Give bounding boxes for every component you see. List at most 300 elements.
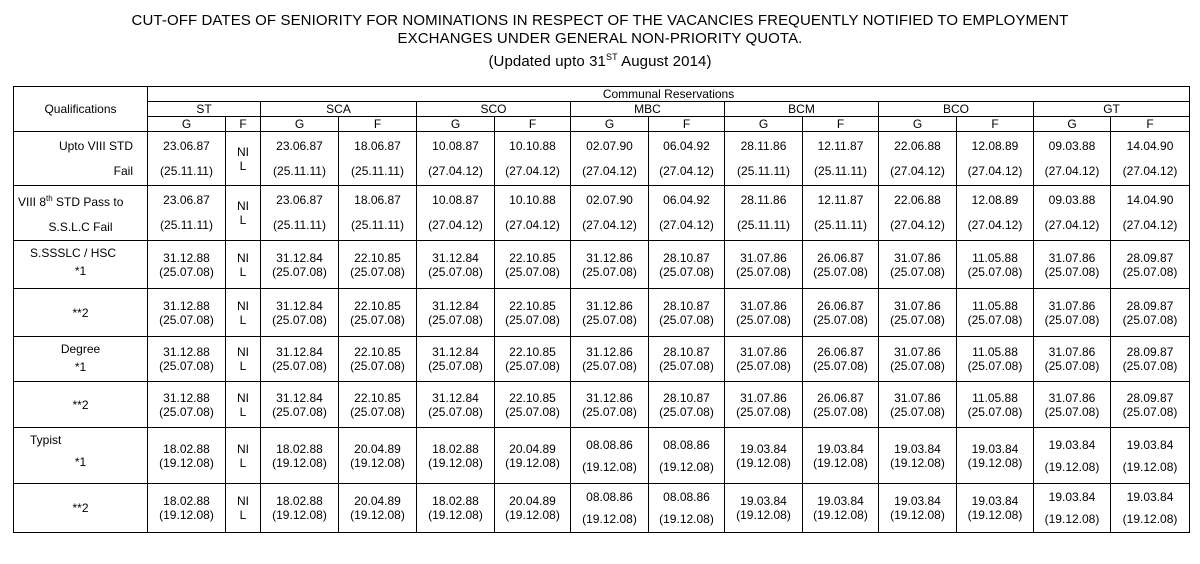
date-cell [417, 484, 495, 533]
date-updated: (25.11.11) [737, 218, 790, 232]
date-cell [1034, 382, 1111, 428]
g-subheader: G [148, 117, 226, 132]
date-cell [1034, 241, 1111, 289]
nil-text: NI L [237, 345, 249, 373]
date-value: 31.07.86 [1048, 250, 1096, 265]
date-updated: (27.04.12) [505, 163, 560, 178]
date-updated: (19.12.08) [813, 455, 868, 470]
label-line-1: Degree [60, 342, 101, 356]
date-updated: (25.11.11) [814, 163, 867, 178]
date-cell [649, 132, 725, 186]
date-value: 28.11.86 [740, 193, 787, 207]
date-value: 31.12.84 [276, 250, 323, 265]
date-cell [1034, 484, 1111, 533]
st-f-nil [226, 484, 261, 533]
date-updated: (25.07.08) [1122, 264, 1178, 279]
date-value: 10.10.88 [509, 138, 556, 153]
date-value: 19.03.84 [894, 441, 941, 456]
date-updated: (27.04.12) [582, 218, 637, 232]
date-updated: (25.07.08) [890, 404, 945, 419]
date-value: 22.10.85 [354, 345, 401, 359]
date-updated: (25.11.11) [814, 218, 867, 232]
date-updated: (25.07.08) [736, 359, 791, 373]
st-f-nil [226, 289, 261, 337]
date-cell [261, 382, 339, 428]
date-value: 19.03.84 [971, 494, 1019, 508]
nil-text: NI L [237, 144, 249, 173]
date-cell [957, 186, 1034, 241]
st-f-nil [226, 382, 261, 428]
communal-reservations-header: Communal Reservations [148, 87, 1190, 102]
date-updated: (19.12.08) [428, 455, 483, 470]
date-updated: (19.12.08) [736, 508, 791, 522]
g-subheader: G [571, 117, 649, 132]
date-updated: (19.12.08) [736, 455, 791, 470]
date-value: 31.07.86 [740, 298, 787, 313]
date-cell [339, 337, 417, 382]
table-row [14, 382, 1190, 428]
date-value: 31.07.86 [740, 345, 787, 359]
f-subheader: F [339, 117, 417, 132]
date-cell [339, 484, 417, 533]
community-header-sco: SCO [417, 102, 571, 117]
date-updated: (19.12.08) [890, 508, 945, 522]
date-updated: (25.07.08) [505, 312, 560, 327]
date-updated: (27.04.12) [582, 163, 637, 178]
date-value: 20.04.89 [509, 441, 556, 456]
date-cell [957, 484, 1034, 533]
date-updated: (27.04.12) [428, 163, 483, 178]
date-updated: (19.12.08) [159, 508, 214, 522]
date-cell [495, 382, 571, 428]
date-updated: (25.07.08) [272, 404, 327, 419]
date-cell [1111, 241, 1190, 289]
f-subheader: F [649, 117, 725, 132]
date-cell [803, 337, 879, 382]
g-subheader: G [725, 117, 803, 132]
date-updated: (25.07.08) [1044, 404, 1100, 419]
date-updated: (25.11.11) [273, 218, 326, 232]
date-value: 22.10.85 [509, 298, 556, 313]
date-value: 28.09.87 [1126, 345, 1174, 359]
date-value: 28.09.87 [1126, 250, 1174, 265]
title-line-3 [0, 48, 1200, 71]
community-header-bcm: BCM [725, 102, 879, 117]
date-updated: (19.12.08) [159, 455, 214, 470]
date-value: 18.02.88 [276, 441, 323, 456]
date-value: 31.07.86 [894, 298, 941, 313]
date-updated: (25.07.08) [159, 404, 214, 419]
date-value: 08.08.86 [663, 437, 710, 452]
date-updated: (25.07.08) [736, 264, 791, 279]
date-cell [571, 484, 649, 533]
date-cell [803, 484, 879, 533]
date-cell [1111, 484, 1190, 533]
date-cell [261, 428, 339, 484]
date-value: 26.06.87 [817, 345, 864, 359]
date-cell [261, 289, 339, 337]
date-updated: (25.07.08) [350, 264, 405, 279]
st-g-cell [148, 241, 226, 289]
date-cell [417, 289, 495, 337]
date-cell [571, 132, 649, 186]
date-value: 31.12.84 [432, 390, 479, 405]
st-g-cell [148, 289, 226, 337]
seniority-table [13, 86, 1190, 533]
date-updated: (25.11.11) [351, 218, 404, 232]
date-cell [803, 241, 879, 289]
date-cell [957, 382, 1034, 428]
date-cell [571, 382, 649, 428]
date-value: 18.02.88 [432, 494, 479, 508]
date-updated: (25.07.08) [1044, 264, 1100, 279]
date-value: 06.04.92 [663, 193, 710, 207]
date-value: 28.10.87 [663, 345, 710, 359]
date-updated: (25.07.08) [813, 404, 868, 419]
date-value: 12.08.89 [971, 193, 1019, 207]
date-cell [417, 186, 495, 241]
date-value: 12.11.87 [817, 138, 864, 153]
date-value: 28.10.87 [663, 298, 710, 313]
community-header-st: ST [148, 102, 261, 117]
community-header-bco: BCO [879, 102, 1034, 117]
date-cell [495, 484, 571, 533]
date-updated: (27.04.12) [967, 218, 1023, 232]
date-cell [649, 382, 725, 428]
nil-text: NI L [237, 298, 249, 327]
nil-text: NI L [237, 494, 249, 522]
date-cell [417, 337, 495, 382]
date-value: 23.06.87 [163, 193, 210, 207]
date-updated: (25.07.08) [582, 312, 637, 327]
community-header-gt: GT [1034, 102, 1190, 117]
st-g-cell [148, 132, 226, 186]
date-cell [261, 241, 339, 289]
date-cell [571, 289, 649, 337]
date-cell [649, 337, 725, 382]
date-cell [725, 428, 803, 484]
date-value: 19.03.84 [1048, 490, 1096, 504]
date-value: 23.06.87 [163, 138, 210, 153]
date-value: 31.12.86 [586, 250, 633, 265]
date-updated: (19.12.08) [272, 508, 327, 522]
date-updated: (25.07.08) [890, 359, 945, 373]
nil-text: NI L [237, 441, 249, 470]
f-subheader: F [957, 117, 1034, 132]
date-value: 31.12.84 [276, 345, 323, 359]
date-cell [339, 132, 417, 186]
date-updated: (19.12.08) [505, 455, 560, 470]
date-updated: (19.12.08) [350, 455, 405, 470]
nil-text: NI L [237, 199, 249, 227]
date-cell [261, 186, 339, 241]
date-cell [495, 428, 571, 484]
date-updated: (19.12.08) [890, 455, 945, 470]
date-cell [725, 337, 803, 382]
date-value: 10.08.87 [432, 193, 479, 207]
date-cell [1034, 289, 1111, 337]
label-text: STD Pass to [52, 195, 124, 209]
date-updated: (19.12.08) [582, 459, 637, 474]
st-f-nil [226, 428, 261, 484]
date-updated: (25.07.08) [1044, 359, 1100, 373]
date-updated: (25.07.08) [272, 312, 327, 327]
date-updated: (25.07.08) [1122, 404, 1178, 419]
date-value: 31.12.88 [163, 298, 210, 313]
date-value: 12.08.89 [971, 138, 1019, 153]
date-value: 28.09.87 [1126, 298, 1174, 313]
date-updated: (25.07.08) [350, 404, 405, 419]
date-cell [879, 382, 957, 428]
date-updated: (25.07.08) [813, 312, 868, 327]
st-g-cell [148, 428, 226, 484]
date-value: 20.04.89 [354, 441, 401, 456]
date-cell [339, 241, 417, 289]
date-cell [339, 186, 417, 241]
date-value: 18.02.88 [163, 441, 210, 456]
date-cell [879, 484, 957, 533]
date-value: 31.07.86 [740, 250, 787, 265]
date-cell [1111, 337, 1190, 382]
date-updated: (25.07.08) [582, 404, 637, 419]
date-cell [1034, 132, 1111, 186]
date-cell [725, 289, 803, 337]
date-updated: (27.04.12) [967, 163, 1023, 178]
date-value: 31.07.86 [1048, 390, 1096, 405]
date-updated: (19.12.08) [1044, 512, 1100, 526]
date-value: 12.11.87 [817, 193, 864, 207]
label-line-1: **2 [72, 397, 89, 412]
date-updated: (27.04.12) [1044, 218, 1100, 232]
date-updated: (25.11.11) [737, 163, 790, 178]
date-value: 19.03.84 [971, 441, 1019, 456]
date-updated: (25.07.08) [659, 264, 714, 279]
date-value: 10.08.87 [432, 138, 479, 153]
date-value: 20.04.89 [509, 494, 556, 508]
date-value: 28.10.87 [663, 390, 710, 405]
f-subheader: F [1111, 117, 1190, 132]
date-cell [879, 241, 957, 289]
date-value: 19.03.84 [817, 494, 864, 508]
title-line-1: CUT-OFF DATES OF SENIORITY FOR NOMINATIONS IN RESPECT OF THE VACANCIES FREQUENTLY NOTIFIED TO EMPLOYMENT [131, 12, 1069, 29]
date-value: 22.10.85 [509, 345, 556, 359]
table-row [14, 337, 1190, 382]
date-cell [1034, 337, 1111, 382]
g-subheader: G [417, 117, 495, 132]
date-value: 22.06.88 [894, 138, 941, 153]
title-line-3-post: August 2014) [617, 53, 712, 70]
date-value: 31.07.86 [1048, 298, 1096, 313]
date-value: 22.10.85 [354, 250, 401, 265]
date-cell [803, 132, 879, 186]
date-cell [649, 186, 725, 241]
label-line-1 [18, 186, 143, 215]
date-updated: (25.11.11) [160, 163, 213, 178]
date-updated: (25.11.11) [273, 163, 326, 178]
date-value: 31.12.88 [163, 345, 210, 359]
date-updated: (19.12.08) [505, 508, 560, 522]
date-updated: (25.07.08) [350, 359, 405, 373]
date-updated: (25.07.08) [582, 264, 637, 279]
title-line-3-sup: ST [605, 52, 618, 62]
date-updated: (25.07.08) [159, 312, 214, 327]
community-header-mbc: MBC [571, 102, 725, 117]
date-updated: (25.07.08) [159, 264, 214, 279]
date-value: 23.06.87 [276, 193, 323, 207]
date-updated: (25.07.08) [659, 312, 714, 327]
date-updated: (25.07.08) [890, 312, 945, 327]
date-value: 02.07.90 [586, 193, 633, 207]
date-value: 19.03.84 [1126, 437, 1174, 452]
date-updated: (25.07.08) [1122, 359, 1178, 373]
document-title [0, 0, 1200, 71]
date-cell [879, 186, 957, 241]
date-updated: (25.07.08) [428, 312, 483, 327]
date-value: 02.07.90 [586, 138, 633, 153]
date-cell [725, 132, 803, 186]
g-subheader: G [879, 117, 957, 132]
date-value: 22.06.88 [894, 193, 941, 207]
date-cell [957, 337, 1034, 382]
date-value: 19.03.84 [740, 494, 787, 508]
date-cell [339, 428, 417, 484]
date-value: 22.10.85 [354, 298, 401, 313]
date-cell [495, 186, 571, 241]
date-cell [571, 241, 649, 289]
date-value: 31.12.86 [586, 390, 633, 405]
qualification-label [14, 186, 148, 241]
date-value: 14.04.90 [1126, 193, 1174, 207]
date-cell [879, 132, 957, 186]
date-updated: (19.12.08) [659, 459, 714, 474]
nil-text: NI L [237, 390, 249, 419]
date-cell [339, 382, 417, 428]
date-cell [649, 428, 725, 484]
qualification-label [14, 428, 148, 484]
date-updated: (19.12.08) [1122, 459, 1178, 474]
qualification-label [14, 132, 148, 186]
date-updated: (25.07.08) [736, 312, 791, 327]
label-text: VIII 8 [18, 195, 47, 209]
date-value: 08.08.86 [586, 490, 633, 504]
date-updated: (19.12.08) [1044, 459, 1100, 474]
date-cell [649, 484, 725, 533]
date-updated: (19.12.08) [582, 512, 637, 526]
qualification-label [14, 382, 148, 428]
date-cell [725, 241, 803, 289]
st-f-nil [226, 186, 261, 241]
date-cell [1111, 132, 1190, 186]
date-cell [725, 382, 803, 428]
date-updated: (27.04.12) [428, 218, 483, 232]
date-value: 08.08.86 [586, 437, 633, 452]
date-updated: (25.07.08) [505, 404, 560, 419]
qualifications-header: Qualifications [14, 87, 148, 132]
date-value: 31.12.84 [432, 345, 479, 359]
date-cell [649, 289, 725, 337]
date-updated: (25.07.08) [967, 404, 1023, 419]
date-cell [339, 289, 417, 337]
date-cell [495, 337, 571, 382]
date-value: 26.06.87 [817, 390, 864, 405]
date-value: 31.12.88 [163, 390, 210, 405]
date-cell [879, 337, 957, 382]
date-cell [1034, 428, 1111, 484]
date-value: 08.08.86 [663, 490, 710, 504]
table-row [14, 186, 1190, 241]
date-value: 18.02.88 [432, 441, 479, 456]
date-updated: (27.04.12) [1122, 163, 1178, 178]
date-value: 31.12.88 [163, 250, 210, 265]
date-updated: (25.07.08) [159, 359, 214, 373]
date-value: 11.05.88 [972, 298, 1018, 313]
g-subheader: G [261, 117, 339, 132]
st-f-nil [226, 337, 261, 382]
qualification-label [14, 337, 148, 382]
date-value: 20.04.89 [354, 494, 401, 508]
date-value: 22.10.85 [509, 390, 556, 405]
date-cell [957, 428, 1034, 484]
date-value: 31.07.86 [894, 390, 941, 405]
date-updated: (27.04.12) [505, 218, 560, 232]
qualification-label [14, 484, 148, 533]
date-updated: (27.04.12) [890, 163, 945, 178]
date-cell [803, 289, 879, 337]
date-cell [725, 484, 803, 533]
date-cell [803, 428, 879, 484]
date-cell [1034, 186, 1111, 241]
date-value: 31.07.86 [894, 345, 941, 359]
date-cell [495, 241, 571, 289]
date-updated: (25.07.08) [1044, 312, 1100, 327]
st-f-nil [226, 132, 261, 186]
date-updated: (27.04.12) [890, 218, 945, 232]
label-line-1: Upto VIII STD [58, 138, 133, 153]
f-subheader: F [803, 117, 879, 132]
date-updated: (19.12.08) [813, 508, 868, 522]
date-updated: (25.07.08) [967, 312, 1023, 327]
label-line-2: Fail [113, 163, 133, 178]
date-updated: (27.04.12) [659, 218, 714, 232]
date-value: 10.10.88 [509, 193, 556, 207]
date-cell [261, 484, 339, 533]
date-cell [803, 186, 879, 241]
date-value: 31.07.86 [740, 390, 787, 405]
title-line-2: EXCHANGES UNDER GENERAL NON-PRIORITY QUOTA. [397, 30, 803, 47]
table-row [14, 132, 1190, 186]
date-cell [649, 241, 725, 289]
label-line-1: Typist [30, 433, 62, 447]
label-line-2: *1 [74, 264, 87, 278]
date-value: 31.07.86 [1048, 345, 1096, 359]
f-subheader: F [226, 117, 261, 132]
table-row [14, 289, 1190, 337]
date-updated: (25.07.08) [350, 312, 405, 327]
f-subheader: F [495, 117, 571, 132]
date-value: 28.11.86 [740, 138, 787, 153]
date-value: 28.10.87 [663, 250, 710, 265]
date-value: 09.03.88 [1048, 138, 1096, 153]
date-cell [957, 132, 1034, 186]
label-line-1: **2 [72, 501, 89, 515]
date-value: 18.02.88 [163, 494, 210, 508]
date-cell [417, 428, 495, 484]
date-updated: (25.07.08) [272, 264, 327, 279]
label-line-2: *1 [74, 360, 87, 374]
date-cell [417, 241, 495, 289]
date-value: 26.06.87 [817, 298, 864, 313]
date-updated: (25.07.08) [428, 264, 483, 279]
